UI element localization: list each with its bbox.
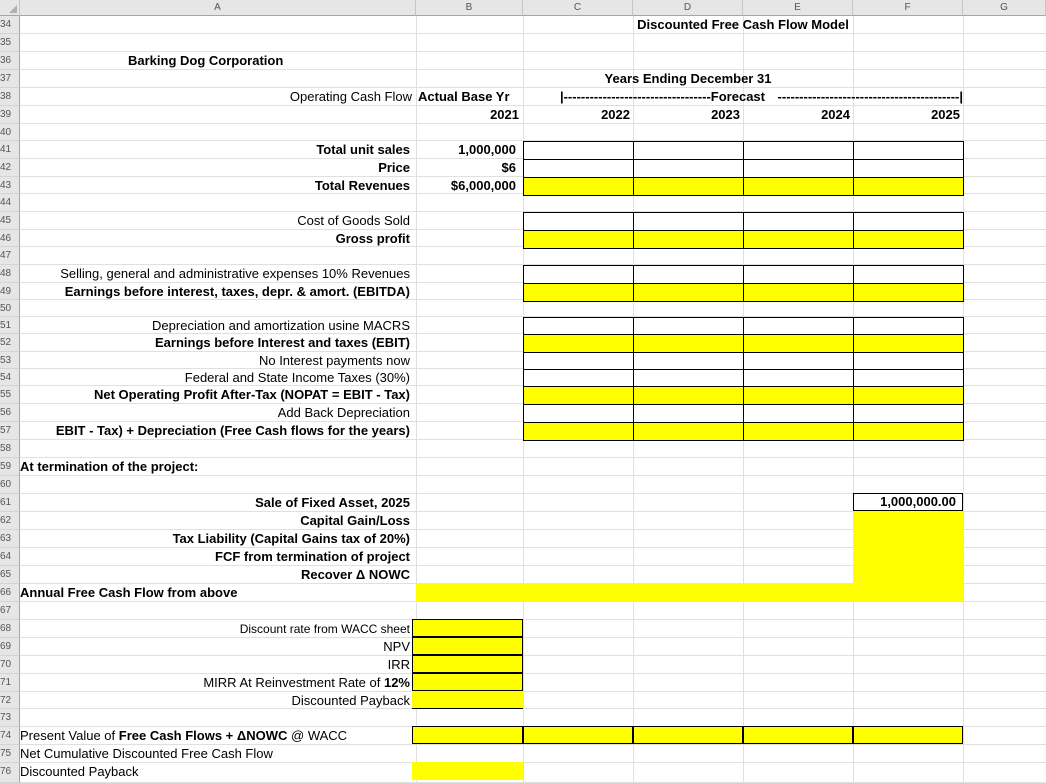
- forecast-label: |----------------------------------Forecast: [559, 89, 765, 104]
- irr-cell[interactable]: [412, 655, 523, 673]
- row-header[interactable]: 68: [0, 620, 20, 638]
- row-header[interactable]: 41: [0, 141, 20, 159]
- column-header-f[interactable]: F: [853, 0, 963, 16]
- forecast-total-cell[interactable]: [523, 177, 634, 196]
- row-header[interactable]: 43: [0, 177, 20, 194]
- irr-label: IRR: [387, 657, 410, 672]
- recover-nowc-label: Recover Δ NOWC: [300, 567, 410, 582]
- column-header-g[interactable]: G: [963, 0, 1046, 16]
- depreciation-label: Depreciation and amortization usine MACRS: [152, 318, 410, 333]
- forecast-total-cell[interactable]: [633, 334, 744, 353]
- column-header-b[interactable]: B: [416, 0, 523, 16]
- nopat-label: Net Operating Profit After-Tax (NOPAT = EBIT - Tax): [94, 387, 410, 402]
- discounted-payback-cell[interactable]: [412, 691, 523, 709]
- forecast-total-cell[interactable]: [743, 230, 854, 249]
- row-header[interactable]: 52: [0, 334, 20, 352]
- mirr-cell[interactable]: [412, 673, 523, 691]
- row-header[interactable]: 55: [0, 386, 20, 404]
- termination-header: At termination of the project:: [20, 459, 199, 474]
- forecast-input-cell[interactable]: [743, 265, 854, 284]
- forecast-input-cell[interactable]: [853, 265, 964, 284]
- sale-fixed-asset-label: Sale of Fixed Asset, 2025: [255, 495, 410, 510]
- forecast-input-cell[interactable]: [523, 212, 634, 231]
- taxes-label: Federal and State Income Taxes (30%): [184, 370, 410, 385]
- discounted-payback-cell-2[interactable]: [412, 762, 523, 780]
- forecast-input-cell[interactable]: [853, 212, 964, 231]
- row-header[interactable]: 35: [0, 34, 20, 52]
- row-header[interactable]: 45: [0, 212, 20, 230]
- row-header[interactable]: 73: [0, 709, 20, 727]
- row-header[interactable]: 71: [0, 674, 20, 692]
- pv-cell-d[interactable]: [633, 726, 743, 744]
- row-header[interactable]: 69: [0, 638, 20, 656]
- forecast-input-cell[interactable]: [633, 404, 744, 423]
- forecast-total-cell[interactable]: [633, 422, 744, 441]
- sga-label: Selling, general and administrative expenses 10% Revenues: [60, 266, 410, 281]
- pv-cell-c[interactable]: [523, 726, 633, 744]
- forecast-total-cell[interactable]: [853, 422, 964, 441]
- total-unit-sales-label: Total unit sales: [316, 142, 410, 157]
- forecast-total-cell[interactable]: [633, 230, 744, 249]
- row-header[interactable]: 40: [0, 124, 20, 141]
- column-header-a[interactable]: A: [20, 0, 416, 16]
- years-ending-label: Years Ending December 31: [604, 71, 772, 86]
- row-header[interactable]: 72: [0, 692, 20, 709]
- gross-profit-label: Gross profit: [335, 231, 410, 246]
- sale-fixed-asset-value[interactable]: 1,000,000.00: [853, 493, 963, 511]
- row-header[interactable]: 67: [0, 602, 20, 620]
- row-header[interactable]: 42: [0, 159, 20, 177]
- forecast-input-cell[interactable]: [743, 212, 854, 231]
- row-header[interactable]: 62: [0, 512, 20, 530]
- pv-cell-e[interactable]: [743, 726, 853, 744]
- row-header[interactable]: 44: [0, 194, 20, 212]
- forecast-input-cell[interactable]: [633, 141, 744, 160]
- termination-values-highlight[interactable]: [853, 511, 963, 583]
- row-header[interactable]: 50: [0, 300, 20, 317]
- row-header[interactable]: 39: [0, 106, 20, 124]
- row-header[interactable]: 63: [0, 530, 20, 548]
- forecast-total-cell[interactable]: [743, 283, 854, 302]
- column-header-e[interactable]: E: [743, 0, 853, 16]
- row-header[interactable]: 56: [0, 404, 20, 422]
- row-header[interactable]: 76: [0, 763, 20, 783]
- column-header-c[interactable]: C: [523, 0, 633, 16]
- select-all-corner[interactable]: [0, 0, 20, 16]
- row-header[interactable]: 34: [0, 16, 20, 34]
- row-header[interactable]: 60: [0, 476, 20, 494]
- discounted-payback-label: Discounted Payback: [291, 693, 410, 708]
- forecast-input-cell[interactable]: [523, 159, 634, 178]
- pv-text: Present Value of: [20, 728, 119, 743]
- forecast-total-cell[interactable]: [523, 334, 634, 353]
- year-2022: 2022: [601, 107, 630, 122]
- row-header[interactable]: 38: [0, 88, 20, 106]
- discounted-payback-label-2: Discounted Payback: [20, 764, 139, 779]
- net-cumulative-label: Net Cumulative Discounted Free Cash Flow: [20, 746, 273, 761]
- forecast-input-cell[interactable]: [853, 159, 964, 178]
- cogs-label: Cost of Goods Sold: [297, 213, 410, 228]
- row-header[interactable]: 75: [0, 745, 20, 763]
- forecast-total-cell[interactable]: [633, 283, 744, 302]
- column-header-d[interactable]: D: [633, 0, 743, 16]
- total-revenues-label: Total Revenues: [314, 178, 410, 193]
- forecast-input-cell[interactable]: [523, 265, 634, 284]
- forecast-total-cell[interactable]: [633, 177, 744, 196]
- mirr-label: [20, 674, 410, 692]
- year-2024: 2024: [821, 107, 850, 122]
- row-header[interactable]: 70: [0, 656, 20, 674]
- price-label: Price: [378, 160, 410, 175]
- forecast-input-cell[interactable]: [523, 404, 634, 423]
- pv-cell-f[interactable]: [853, 726, 963, 744]
- row-header[interactable]: 66: [0, 584, 20, 602]
- row-header[interactable]: 58: [0, 440, 20, 458]
- forecast-total-cell[interactable]: [633, 386, 744, 405]
- pv-bold: Free Cash Flows + ΔNOWC: [118, 728, 288, 743]
- forecast-total-cell[interactable]: [743, 334, 854, 353]
- pv-fcf-label: [20, 727, 347, 745]
- row-header[interactable]: 53: [0, 352, 20, 369]
- forecast-total-cell[interactable]: [853, 177, 964, 196]
- forecast-input-cell[interactable]: [853, 404, 964, 423]
- price-value[interactable]: $6: [501, 160, 516, 175]
- row-header[interactable]: 36: [0, 52, 20, 70]
- row-header[interactable]: 37: [0, 70, 20, 88]
- ocf-label: Operating Cash Flow: [289, 89, 412, 104]
- row-header[interactable]: 64: [0, 548, 20, 566]
- ebit-label: Earnings before Interest and taxes (EBIT): [154, 335, 410, 350]
- row-header[interactable]: 61: [0, 494, 20, 512]
- fcf-termination-label: FCF from termination of project: [215, 549, 410, 564]
- forecast-input-cell[interactable]: [633, 159, 744, 178]
- forecast-input-cell[interactable]: [633, 212, 744, 231]
- annual-fcf-row-highlight[interactable]: [416, 583, 963, 601]
- tax-liability-label: Tax Liability (Capital Gains tax of 20%): [172, 531, 410, 546]
- base-year: 2021: [490, 107, 519, 122]
- row-header[interactable]: 49: [0, 283, 20, 300]
- forecast-total-cell[interactable]: [743, 422, 854, 441]
- row-header[interactable]: 74: [0, 727, 20, 745]
- forecast-input-cell[interactable]: [523, 141, 634, 160]
- forecast-total-cell[interactable]: [853, 230, 964, 249]
- forecast-input-cell[interactable]: [743, 404, 854, 423]
- forecast-total-cell[interactable]: [853, 386, 964, 405]
- row-header[interactable]: 59: [0, 458, 20, 476]
- mirr-text: MIRR At Reinvestment Rate of: [203, 675, 384, 690]
- row-header[interactable]: 54: [0, 369, 20, 386]
- forecast-input-cell[interactable]: [743, 141, 854, 160]
- forecast-input-cell[interactable]: [743, 159, 854, 178]
- model-title: Discounted Free Cash Flow Model: [637, 17, 849, 32]
- mirr-rate: 12%: [383, 675, 410, 690]
- year-2023: 2023: [711, 107, 740, 122]
- actual-base-label: Actual Base Yr: [418, 89, 510, 104]
- discount-rate-label: Discount rate from WACC sheet: [239, 622, 410, 636]
- pv-wacc: @ WACC: [287, 728, 348, 743]
- forecast-input-cell[interactable]: [853, 141, 964, 160]
- company-name: Barking Dog Corporation: [128, 53, 284, 68]
- forecast-total-cell[interactable]: [853, 334, 964, 353]
- forecast-total-cell[interactable]: [523, 386, 634, 405]
- total-unit-sales-value[interactable]: 1,000,000: [458, 142, 516, 157]
- npv-cell[interactable]: [412, 637, 523, 655]
- forecast-total-cell[interactable]: [523, 422, 634, 441]
- forecast-bar-left: [525, 88, 765, 106]
- forecast-total-cell[interactable]: [743, 177, 854, 196]
- pv-cell-b[interactable]: [412, 726, 523, 744]
- row-header[interactable]: 47: [0, 247, 20, 265]
- row-header[interactable]: 48: [0, 265, 20, 283]
- fcf-label: EBIT - Tax) + Depreciation (Free Cash flows for the years): [55, 423, 410, 438]
- forecast-total-cell[interactable]: [523, 230, 634, 249]
- forecast-bar-right: ------------------------------------------|: [777, 89, 963, 104]
- year-2025: 2025: [931, 107, 960, 122]
- capital-gain-label: Capital Gain/Loss: [300, 513, 410, 528]
- forecast-total-cell[interactable]: [853, 283, 964, 302]
- row-header[interactable]: 57: [0, 422, 20, 440]
- npv-label: NPV: [383, 639, 410, 654]
- ebitda-label: Earnings before interest, taxes, depr. & amort. (EBITDA): [64, 284, 410, 299]
- row-header[interactable]: 51: [0, 317, 20, 334]
- forecast-total-cell[interactable]: [523, 283, 634, 302]
- forecast-input-cell[interactable]: [633, 265, 744, 284]
- interest-label: No Interest payments now: [258, 353, 410, 368]
- row-header[interactable]: 65: [0, 566, 20, 584]
- forecast-total-cell[interactable]: [743, 386, 854, 405]
- annual-fcf-label: Annual Free Cash Flow from above: [20, 585, 238, 600]
- total-revenues-value[interactable]: $6,000,000: [450, 178, 516, 193]
- discount-rate-cell[interactable]: [412, 619, 523, 637]
- row-header[interactable]: 46: [0, 230, 20, 247]
- addback-label: Add Back Depreciation: [277, 405, 410, 420]
